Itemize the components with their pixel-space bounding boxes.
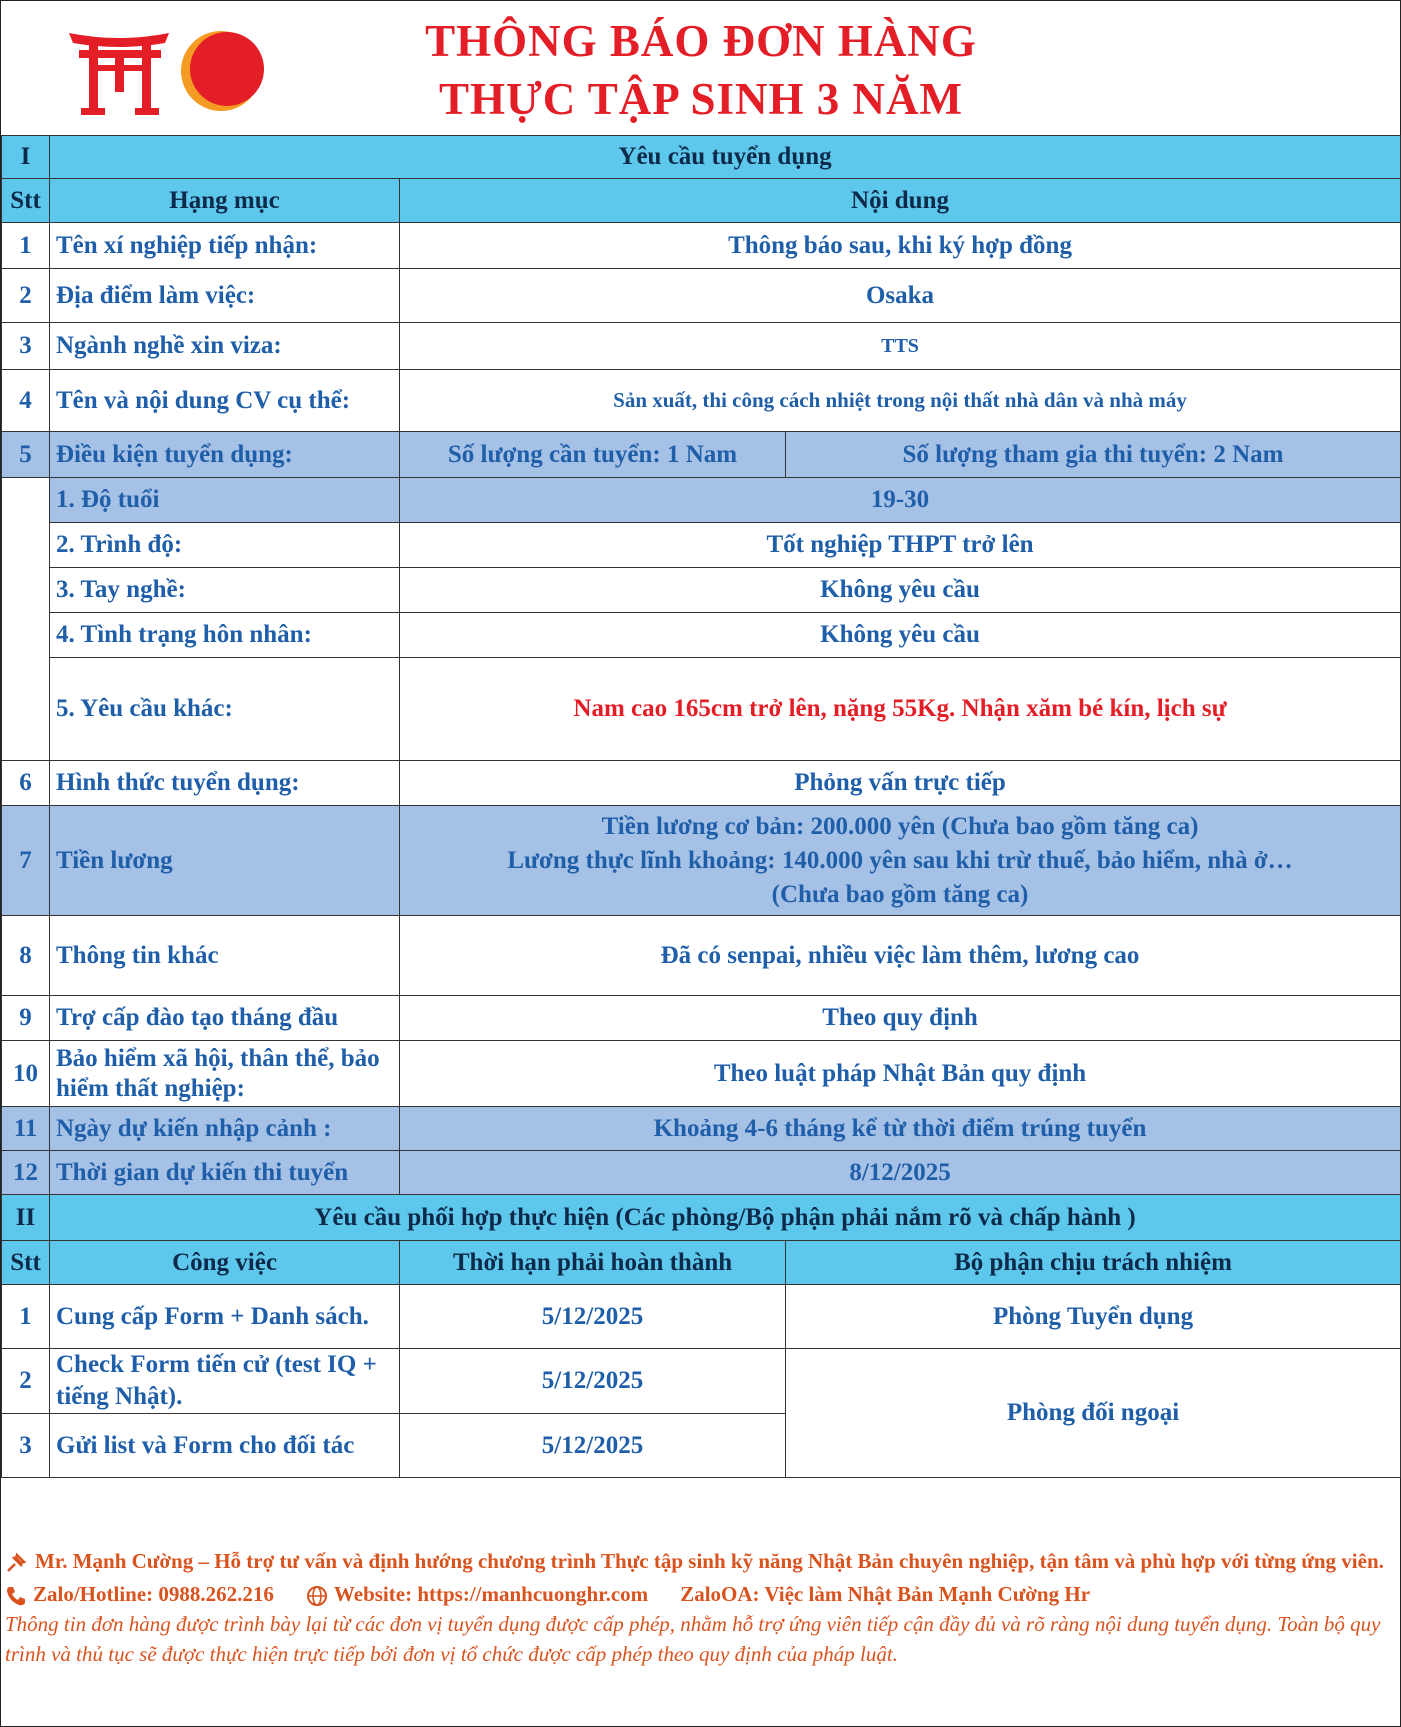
- row-value: Theo quy định: [400, 996, 1401, 1041]
- col-content: Nội dung: [400, 179, 1401, 223]
- row-value: Đã có senpai, nhiều việc làm thêm, lương cao: [400, 916, 1401, 996]
- table-row: [2, 370, 1401, 432]
- salary-value: [400, 806, 1401, 916]
- condition-label: 1. Độ tuổi: [50, 478, 400, 523]
- task-row: [2, 1285, 1401, 1349]
- footer-zalooa[interactable]: ZaloOA: Việc làm Nhật Bản Mạnh Cường Hr: [680, 1582, 1091, 1606]
- row-stt: 11: [2, 1107, 50, 1151]
- page-title-line2: THỰC TẬP SINH 3 NĂM: [438, 74, 964, 124]
- condition-spacer: [2, 478, 50, 761]
- table-row: [2, 323, 1401, 370]
- table-row-conditions: [2, 432, 1401, 478]
- row-value: Osaka: [400, 269, 1401, 323]
- section-number: I: [2, 136, 50, 179]
- row-label: Ngành nghề xin viza:: [50, 323, 400, 370]
- globe-icon: [306, 1585, 328, 1607]
- footer-website[interactable]: Website: https://manhcuonghr.com: [333, 1582, 649, 1606]
- task-row: [2, 1349, 1401, 1414]
- row-value: Theo luật pháp Nhật Bản quy định: [400, 1041, 1401, 1107]
- table-header: [2, 179, 1401, 223]
- row-stt: 7: [2, 806, 50, 916]
- row-stt: 8: [2, 916, 50, 996]
- row-value: Phỏng vấn trực tiếp: [400, 761, 1401, 806]
- task-dept: Phòng Tuyển dụng: [786, 1285, 1401, 1349]
- order-table: [1, 135, 1401, 1478]
- section1-header: [2, 136, 1401, 179]
- pin-icon: [5, 1552, 29, 1574]
- footer-intro: [5, 1547, 1395, 1576]
- row-label: Địa điểm làm việc:: [50, 269, 400, 323]
- task-stt: 3: [2, 1414, 50, 1478]
- section-title: Yêu cầu phối hợp thực hiện (Các phòng/Bộ phận phải nắm rõ và chấp hành ): [50, 1195, 1401, 1241]
- row-stt: 12: [2, 1151, 50, 1195]
- row-label: Tên xí nghiệp tiếp nhận:: [50, 223, 400, 269]
- row-label: Bảo hiểm xã hội, thân thể, bảo hiểm thất nghiệp:: [50, 1041, 400, 1107]
- row-stt: 1: [2, 223, 50, 269]
- row-label: Thông tin khác: [50, 916, 400, 996]
- company-logo: [69, 23, 269, 118]
- condition-row: [2, 658, 1401, 761]
- row-stt: 5: [2, 432, 50, 478]
- condition-label: 4. Tình trạng hôn nhân:: [50, 613, 400, 658]
- table-row: [2, 1151, 1401, 1195]
- quota-exam: Số lượng tham gia thi tuyển: 2 Nam: [786, 432, 1401, 478]
- col-item: Hạng mục: [50, 179, 400, 223]
- row-stt: 10: [2, 1041, 50, 1107]
- condition-value: Không yêu cầu: [400, 568, 1401, 613]
- condition-label: 5. Yêu cầu khác:: [50, 658, 400, 761]
- row-label: Trợ cấp đào tạo tháng đầu: [50, 996, 400, 1041]
- section-title: Yêu cầu tuyển dụng: [50, 136, 1401, 179]
- col-stt: Stt: [2, 1241, 50, 1285]
- section2-header: [2, 1195, 1401, 1241]
- footer-intro-text: Mr. Mạnh Cường – Hỗ trợ tư vấn và định hướng chương trình Thực tập sinh kỹ năng Nhật Bản chuyên nghiệp, tận tâm và phù hợp với từng ứng viên.: [35, 1549, 1384, 1573]
- row-stt: 4: [2, 370, 50, 432]
- task-name: Gửi list và Form cho đối tác: [50, 1414, 400, 1478]
- torii-gate-icon: [69, 33, 169, 115]
- quota-needed: Số lượng cần tuyển: 1 Nam: [400, 432, 786, 478]
- row-value: Khoảng 4-6 tháng kể từ thời điểm trúng tuyển: [400, 1107, 1401, 1151]
- table-row: [2, 223, 1401, 269]
- row-label: Điều kiện tuyển dụng:: [50, 432, 400, 478]
- table-row: [2, 996, 1401, 1041]
- row-value: TTS: [400, 323, 1401, 370]
- condition-label: 3. Tay nghề:: [50, 568, 400, 613]
- row-stt: 3: [2, 323, 50, 370]
- condition-value: Nam cao 165cm trở lên, nặng 55Kg. Nhận xăm bé kín, lịch sự: [400, 658, 1401, 761]
- condition-value: Không yêu cầu: [400, 613, 1401, 658]
- task-name: Check Form tiến cử (test IQ + tiếng Nhật).: [50, 1349, 400, 1414]
- task-deadline: 5/12/2025: [400, 1349, 786, 1414]
- condition-value: 19-30: [400, 478, 1401, 523]
- row-stt: 6: [2, 761, 50, 806]
- header: [1, 1, 1400, 134]
- condition-row: [2, 568, 1401, 613]
- row-stt: 2: [2, 269, 50, 323]
- salary-line1: Tiền lương cơ bản: 200.000 yên (Chưa bao gồm tăng ca): [601, 812, 1199, 840]
- sun-icon: [181, 31, 264, 111]
- condition-row: [2, 613, 1401, 658]
- row-stt: 9: [2, 996, 50, 1041]
- row-value: 8/12/2025: [400, 1151, 1401, 1195]
- task-deadline: 5/12/2025: [400, 1414, 786, 1478]
- table-row: [2, 1041, 1401, 1107]
- row-value: Thông báo sau, khi ký hợp đồng: [400, 223, 1401, 269]
- col-deadline: Thời hạn phải hoàn thành: [400, 1241, 786, 1285]
- phone-icon: [5, 1585, 27, 1607]
- condition-row: [2, 523, 1401, 568]
- row-label: Ngày dự kiến nhập cảnh :: [50, 1107, 400, 1151]
- task-name: Cung cấp Form + Danh sách.: [50, 1285, 400, 1349]
- condition-value: Tốt nghiệp THPT trở lên: [400, 523, 1401, 568]
- footer: [5, 1547, 1395, 1669]
- task-table-header: [2, 1241, 1401, 1285]
- footer-hotline[interactable]: Zalo/Hotline: 0988.262.216: [33, 1582, 274, 1606]
- row-label: Tên và nội dung CV cụ thể:: [50, 370, 400, 432]
- condition-label: 2. Trình độ:: [50, 523, 400, 568]
- salary-line3: (Chưa bao gồm tăng ca): [771, 880, 1029, 908]
- condition-row: [2, 478, 1401, 523]
- col-stt: Stt: [2, 179, 50, 223]
- task-stt: 2: [2, 1349, 50, 1414]
- row-label: Hình thức tuyển dụng:: [50, 761, 400, 806]
- row-label: Tiền lương: [50, 806, 400, 916]
- section-number: II: [2, 1195, 50, 1241]
- row-value: Sản xuất, thi công cách nhiệt trong nội thất nhà dân và nhà máy: [400, 370, 1401, 432]
- task-deadline: 5/12/2025: [400, 1285, 786, 1349]
- salary-line2: Lương thực lĩnh khoảng: 140.000 yên sau khi trừ thuế, bảo hiểm, nhà ở…: [507, 846, 1293, 874]
- col-dept: Bộ phận chịu trách nhiệm: [786, 1241, 1401, 1285]
- task-stt: 1: [2, 1285, 50, 1349]
- page-title-line1: THÔNG BÁO ĐƠN HÀNG: [425, 16, 977, 66]
- task-dept: Phòng đối ngoại: [786, 1349, 1401, 1478]
- table-row-salary: [2, 806, 1401, 916]
- table-row: [2, 761, 1401, 806]
- col-task: Công việc: [50, 1241, 400, 1285]
- footer-disclaimer: Thông tin đơn hàng được trình bày lại từ các đơn vị tuyển dụng được cấp phép, nhằm hỗ trợ ứng viên tiếp cận đầy đủ và rõ ràng nội dung tuyển dụng. Toàn bộ quy trình và thủ tục sẽ được thực hiện trực tiếp bởi đơn vị tổ chức được cấp phép theo quy định của pháp luật.: [5, 1612, 1381, 1667]
- table-row: [2, 916, 1401, 996]
- table-row: [2, 1107, 1401, 1151]
- footer-contacts: [5, 1582, 1395, 1607]
- row-label: Thời gian dự kiến thi tuyển: [50, 1151, 400, 1195]
- table-row: [2, 269, 1401, 323]
